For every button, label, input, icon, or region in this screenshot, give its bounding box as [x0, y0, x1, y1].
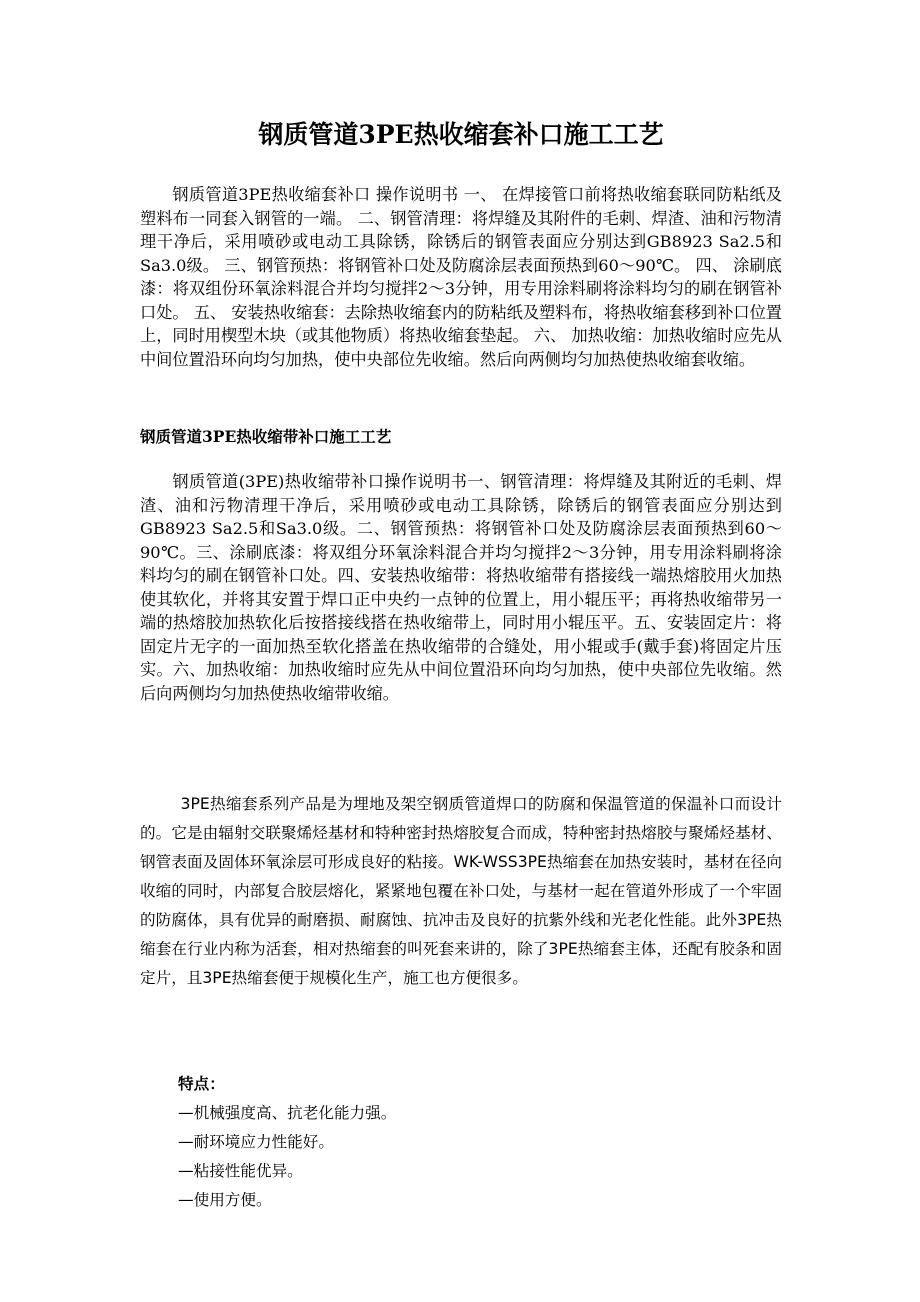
document-title: 钢质管道3PE热收缩套补口施工工艺 [258, 120, 664, 149]
product-description-paragraph: 3PE热缩套系列产品是为埋地及架空钢质管道焊口的防腐和保温管道的保温补口而设计的。它是由辐射交联聚烯烃基材和特种密封热熔胶复合而成，特种密封热熔胶与聚烯烃基材、钢管表面及固体环氧涂层可形成良好的粘接。WK-WSS3PE热缩套在加热安装时，基材在径向收缩的同时，内部复合胶层熔化，紧紧地包覆在补口处，与基材一起在管道外形成了一个牢固的防腐体，具有优异的耐磨损、耐腐蚀、抗冲击及良好的抗紫外线和光老化性能。此外3PE热缩套在行业内称为活套，相对热缩套的叫死套来讲的，除了3PE热缩套主体，还配有胶条和固定片，且3PE热缩套便于规模化生产，施工也方便很多。 [140, 795, 782, 987]
section-heading-tape: 钢质管道3PE热收缩带补口施工工艺 [140, 427, 392, 446]
features-label: 特点： [178, 1075, 225, 1093]
features-list [178, 1070, 396, 1215]
feature-item: —使用方便。 [178, 1191, 272, 1209]
sleeve-instructions-paragraph: 钢质管道3PE热收缩套补口 操作说明书 一、 在焊接管口前将热收缩套联同防粘纸及塑料布一同套入钢管的一端。 二、钢管清理：将焊缝及其附件的毛刺、焊渣、油和污物清理干净后，采用喷砂或电动工具除锈，除锈后的钢管表面应分别达到GB8923 Sa2.5和Sa3.0级。 三、钢管预热：将钢管补口处及防腐涂层表面预热到60～90℃。 四、 涂刷底漆：将双组份环氧涂料混合并均匀搅拌2～3分钟，用专用涂料刷将涂料均匀的刷在钢管补口处。 五、 安装热收缩套：去除热收缩套内的防粘纸及塑料布，将热收缩套移到补口位置上，同时用楔型木块（或其他物质）将热收缩套垫起。 六、 加热收缩：加热收缩时应先从中间位置沿环向均匀加热，使中央部位先收缩。然后向两侧均匀加热使热收缩套收缩。 [140, 185, 782, 369]
feature-item: —耐环境应力性能好。 [178, 1133, 334, 1151]
feature-item: —机械强度高、抗老化能力强。 [178, 1104, 397, 1122]
feature-item: —粘接性能优异。 [178, 1162, 303, 1180]
tape-instructions-paragraph: 钢质管道(3PE)热收缩带补口操作说明书一、钢管清理：将焊缝及其附近的毛刺、焊渣、油和污物清理干净后，采用喷砂或电动工具除锈，除锈后的钢管表面应分别达到GB8923 Sa2.5和Sa3.0级。二、钢管预热：将钢管补口处及防腐涂层表面预热到60～90℃。三、涂刷底漆：将双组分环氧涂料混合并均匀搅拌2～3分钟，用专用涂料刷将涂料均匀的刷在钢管补口处。四、安装热收缩带：将热收缩带有搭接线一端热熔胶用火加热使其软化，并将其安置于焊口正中央约一点钟的位置上，用小辊压平；再将热收缩带另一端的热熔胶加热软化后按搭接线搭在热收缩带上，同时用小辊压平。五、安装固定片：将固定片无字的一面加热至软化搭盖在热收缩带的合缝处，用小辊或手(戴手套)将固定片压实。六、加热收缩：加热收缩时应先从中间位置沿环向均匀加热，使中央部位先收缩。然后向两侧均匀加热使热收缩带收缩。 [140, 472, 782, 703]
